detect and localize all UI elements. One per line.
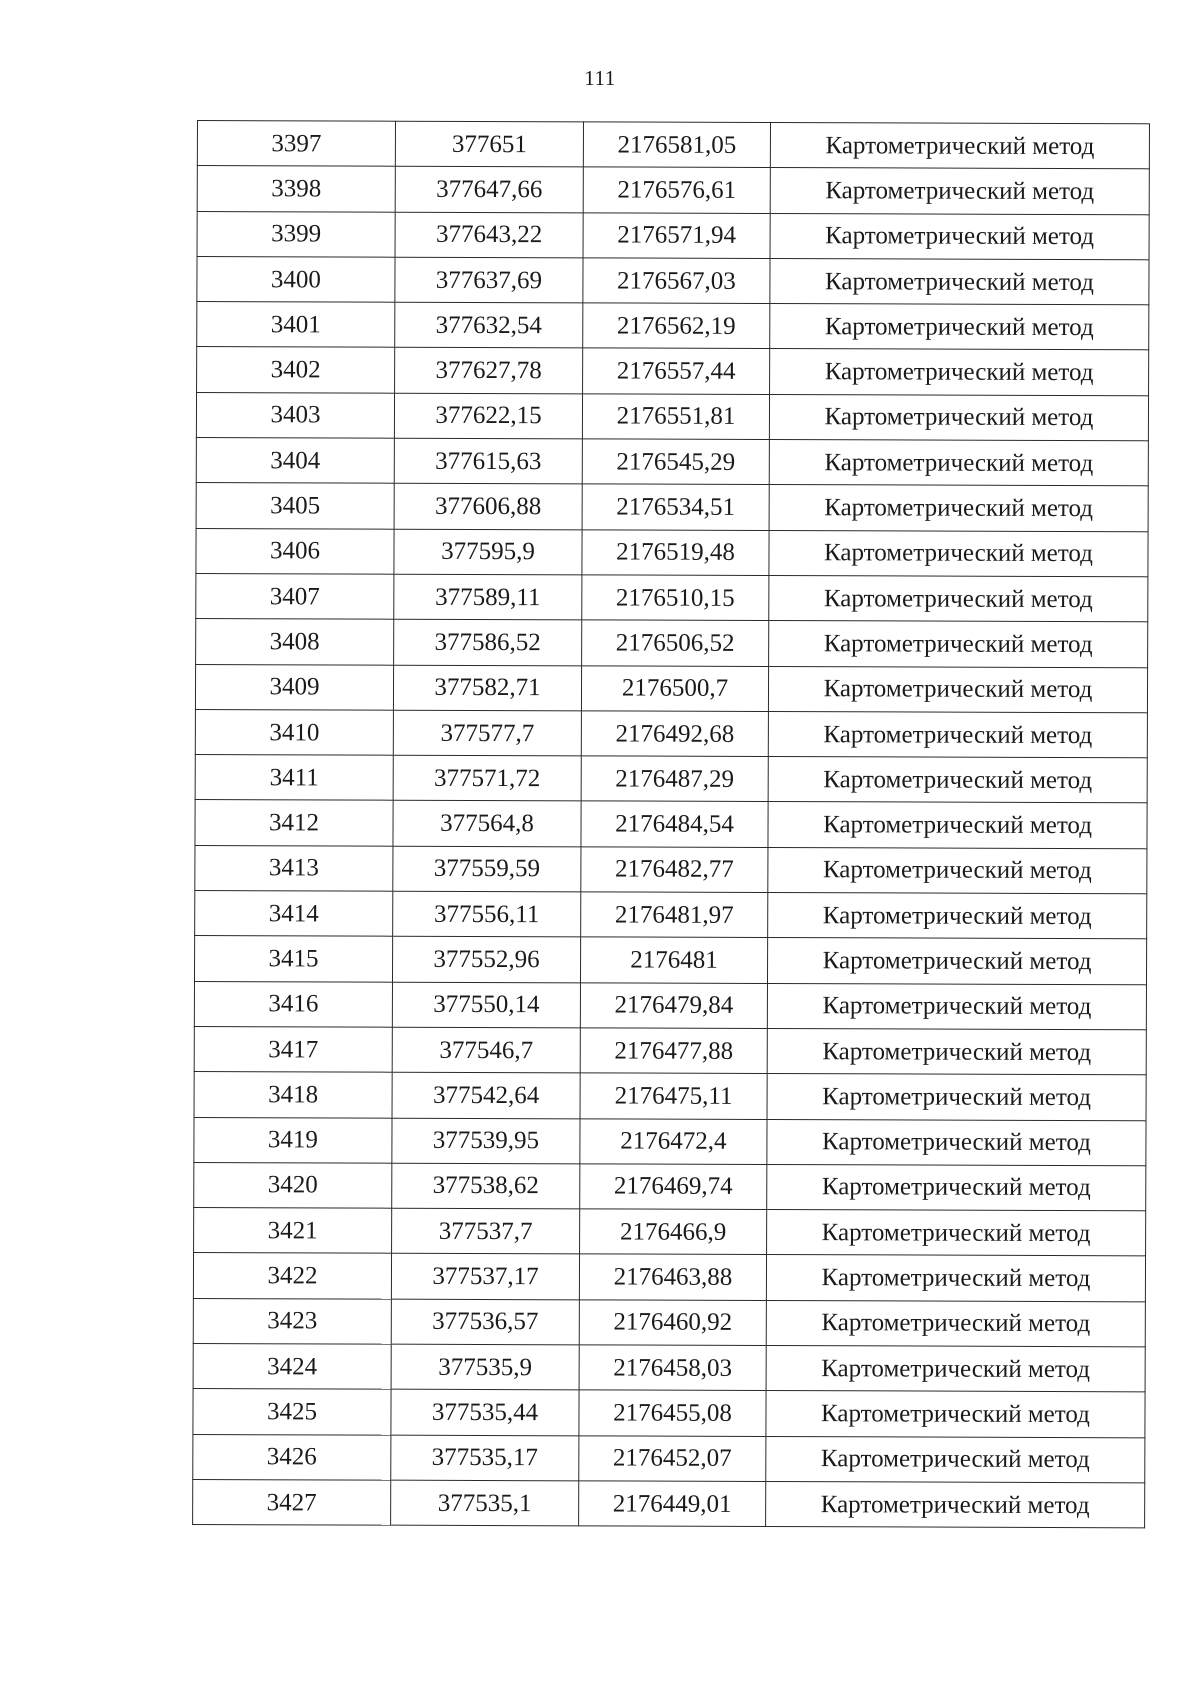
table-row: [195, 845, 1147, 894]
point-number-cell: 3399: [197, 211, 395, 257]
x-coordinate-cell: 377595,9: [394, 529, 582, 575]
y-coordinate-cell: 2176479,84: [580, 982, 767, 1028]
method-cell: Картометрический метод: [768, 757, 1147, 804]
x-coordinate-cell: 377627,78: [395, 348, 583, 394]
y-coordinate-cell: 2176481: [580, 937, 767, 983]
point-number-cell: 3407: [196, 573, 394, 619]
point-number-cell: 3405: [196, 483, 394, 529]
table-row: [194, 1162, 1146, 1211]
table-row: [194, 1117, 1146, 1166]
method-cell: Картометрический метод: [766, 1391, 1145, 1438]
method-cell: Картометрический метод: [769, 394, 1148, 441]
table-row: [194, 1026, 1146, 1075]
method-cell: Картометрический метод: [770, 349, 1149, 396]
method-cell: Картометрический метод: [767, 938, 1146, 985]
table-row: [196, 528, 1148, 577]
point-number-cell: 3408: [196, 619, 394, 665]
x-coordinate-cell: 377550,14: [392, 982, 580, 1028]
method-cell: Картометрический метод: [768, 802, 1147, 849]
y-coordinate-cell: 2176487,29: [581, 756, 768, 802]
x-coordinate-cell: 377571,72: [393, 755, 581, 801]
x-coordinate-cell: 377556,11: [393, 891, 581, 937]
point-number-cell: 3425: [193, 1389, 391, 1435]
x-coordinate-cell: 377589,11: [394, 574, 582, 620]
table-row: [197, 256, 1149, 305]
x-coordinate-cell: 377564,8: [393, 801, 581, 847]
method-cell: Картометрический метод: [770, 213, 1149, 260]
y-coordinate-cell: 2176452,07: [579, 1435, 766, 1481]
point-number-cell: 3410: [195, 709, 393, 755]
point-number-cell: 3424: [193, 1344, 391, 1390]
table-row: [197, 166, 1149, 215]
x-coordinate-cell: 377582,71: [393, 665, 581, 711]
x-coordinate-cell: 377537,7: [392, 1208, 580, 1254]
x-coordinate-cell: 377535,9: [391, 1344, 579, 1390]
table-row: [193, 1253, 1145, 1302]
y-coordinate-cell: 2176506,52: [582, 620, 769, 666]
point-number-cell: 3397: [197, 121, 395, 167]
point-number-cell: 3400: [197, 256, 395, 302]
table-row: [194, 1072, 1146, 1121]
method-cell: Картометрический метод: [769, 485, 1148, 532]
table-row: [194, 936, 1146, 985]
table-row: [195, 891, 1147, 940]
point-number-cell: 3414: [195, 891, 393, 937]
y-coordinate-cell: 2176581,05: [583, 122, 770, 168]
y-coordinate-cell: 2176460,92: [579, 1300, 766, 1346]
table-row: [193, 1389, 1145, 1438]
table-row: [197, 302, 1149, 351]
x-coordinate-cell: 377637,69: [395, 257, 583, 303]
y-coordinate-cell: 2176545,29: [582, 439, 769, 485]
point-number-cell: 3398: [197, 166, 395, 212]
table-row: [194, 981, 1146, 1030]
method-cell: Картометрический метод: [768, 893, 1147, 940]
table-row: [193, 1434, 1145, 1483]
x-coordinate-cell: 377537,17: [391, 1254, 579, 1300]
y-coordinate-cell: 2176458,03: [579, 1345, 766, 1391]
y-coordinate-cell: 2176475,11: [580, 1073, 767, 1119]
point-number-cell: 3406: [196, 528, 394, 574]
method-cell: Картометрический метод: [767, 1028, 1146, 1075]
method-cell: Картометрический метод: [766, 1436, 1145, 1483]
table-row: [196, 392, 1148, 441]
y-coordinate-cell: 2176576,61: [583, 167, 770, 213]
table-row: [196, 619, 1148, 668]
method-cell: Картометрический метод: [770, 304, 1149, 351]
y-coordinate-cell: 2176551,81: [582, 394, 769, 440]
x-coordinate-cell: 377647,66: [395, 166, 583, 212]
method-cell: Картометрический метод: [769, 530, 1148, 577]
table-row: [195, 800, 1147, 849]
point-number-cell: 3409: [195, 664, 393, 710]
y-coordinate-cell: 2176463,88: [579, 1254, 766, 1300]
coordinates-table: [192, 120, 1150, 1529]
x-coordinate-cell: 377622,15: [394, 393, 582, 439]
y-coordinate-cell: 2176571,94: [583, 212, 770, 258]
point-number-cell: 3419: [194, 1117, 392, 1163]
point-number-cell: 3420: [194, 1162, 392, 1208]
x-coordinate-cell: 377546,7: [392, 1027, 580, 1073]
point-number-cell: 3427: [193, 1479, 391, 1525]
y-coordinate-cell: 2176500,7: [581, 665, 768, 711]
point-number-cell: 3416: [194, 981, 392, 1027]
table-row: [196, 573, 1148, 622]
point-number-cell: 3421: [194, 1208, 392, 1254]
x-coordinate-cell: 377535,1: [391, 1480, 579, 1526]
table-row: [197, 121, 1149, 170]
method-cell: Картометрический метод: [769, 575, 1148, 622]
point-number-cell: 3415: [194, 936, 392, 982]
x-coordinate-cell: 377559,59: [393, 846, 581, 892]
table-row: [196, 483, 1148, 532]
x-coordinate-cell: 377536,57: [391, 1299, 579, 1345]
y-coordinate-cell: 2176567,03: [583, 258, 770, 304]
method-cell: Картометрический метод: [766, 1481, 1145, 1528]
y-coordinate-cell: 2176477,88: [580, 1028, 767, 1074]
method-cell: Картометрический метод: [769, 440, 1148, 487]
point-number-cell: 3426: [193, 1434, 391, 1480]
page-number: 111: [584, 66, 616, 90]
table-row: [194, 1208, 1146, 1257]
point-number-cell: 3404: [196, 438, 394, 484]
point-number-cell: 3417: [194, 1026, 392, 1072]
table-row: [195, 709, 1147, 758]
method-cell: Картометрический метод: [767, 1164, 1146, 1211]
point-number-cell: 3411: [195, 755, 393, 801]
x-coordinate-cell: 377535,44: [391, 1389, 579, 1435]
method-cell: Картометрический метод: [768, 847, 1147, 894]
x-coordinate-cell: 377643,22: [395, 212, 583, 258]
coordinates-table-body: [193, 121, 1150, 1529]
table-row: [193, 1298, 1145, 1347]
method-cell: Картометрический метод: [770, 123, 1149, 170]
x-coordinate-cell: 377615,63: [394, 438, 582, 484]
y-coordinate-cell: 2176534,51: [582, 484, 769, 530]
y-coordinate-cell: 2176510,15: [582, 575, 769, 621]
y-coordinate-cell: 2176472,4: [580, 1118, 767, 1164]
method-cell: Картометрический метод: [767, 1210, 1146, 1257]
point-number-cell: 3402: [197, 347, 395, 393]
x-coordinate-cell: 377651: [395, 121, 583, 167]
method-cell: Картометрический метод: [770, 258, 1149, 305]
y-coordinate-cell: 2176484,54: [581, 801, 768, 847]
table-row: [197, 211, 1149, 260]
x-coordinate-cell: 377606,88: [394, 484, 582, 530]
method-cell: Картометрический метод: [767, 983, 1146, 1030]
table-row: [195, 664, 1147, 713]
y-coordinate-cell: 2176481,97: [581, 892, 768, 938]
y-coordinate-cell: 2176449,01: [579, 1481, 766, 1527]
method-cell: Картометрический метод: [767, 1074, 1146, 1121]
point-number-cell: 3423: [193, 1298, 391, 1344]
y-coordinate-cell: 2176466,9: [580, 1209, 767, 1255]
y-coordinate-cell: 2176492,68: [581, 711, 768, 757]
y-coordinate-cell: 2176519,48: [582, 530, 769, 576]
x-coordinate-cell: 377542,64: [392, 1072, 580, 1118]
point-number-cell: 3403: [196, 392, 394, 438]
y-coordinate-cell: 2176557,44: [583, 348, 770, 394]
table-row: [197, 347, 1149, 396]
x-coordinate-cell: 377552,96: [392, 937, 580, 983]
point-number-cell: 3413: [195, 845, 393, 891]
method-cell: Картометрический метод: [769, 621, 1148, 668]
method-cell: Картометрический метод: [766, 1300, 1145, 1347]
x-coordinate-cell: 377538,62: [392, 1163, 580, 1209]
point-number-cell: 3401: [197, 302, 395, 348]
y-coordinate-cell: 2176469,74: [580, 1164, 767, 1210]
table-row: [193, 1344, 1145, 1393]
x-coordinate-cell: 377539,95: [392, 1118, 580, 1164]
method-cell: Картометрический метод: [770, 168, 1149, 215]
point-number-cell: 3418: [194, 1072, 392, 1118]
method-cell: Картометрический метод: [768, 666, 1147, 713]
x-coordinate-cell: 377632,54: [395, 302, 583, 348]
y-coordinate-cell: 2176562,19: [583, 303, 770, 349]
point-number-cell: 3412: [195, 800, 393, 846]
method-cell: Картометрический метод: [766, 1346, 1145, 1393]
method-cell: Картометрический метод: [766, 1255, 1145, 1302]
x-coordinate-cell: 377535,17: [391, 1435, 579, 1481]
y-coordinate-cell: 2176455,08: [579, 1390, 766, 1436]
table-row: [196, 438, 1148, 487]
table-row: [193, 1479, 1145, 1528]
method-cell: Картометрический метод: [768, 711, 1147, 758]
x-coordinate-cell: 377577,7: [393, 710, 581, 756]
table-row: [195, 755, 1147, 804]
x-coordinate-cell: 377586,52: [394, 619, 582, 665]
y-coordinate-cell: 2176482,77: [581, 847, 768, 893]
point-number-cell: 3422: [193, 1253, 391, 1299]
method-cell: Картометрический метод: [767, 1119, 1146, 1166]
